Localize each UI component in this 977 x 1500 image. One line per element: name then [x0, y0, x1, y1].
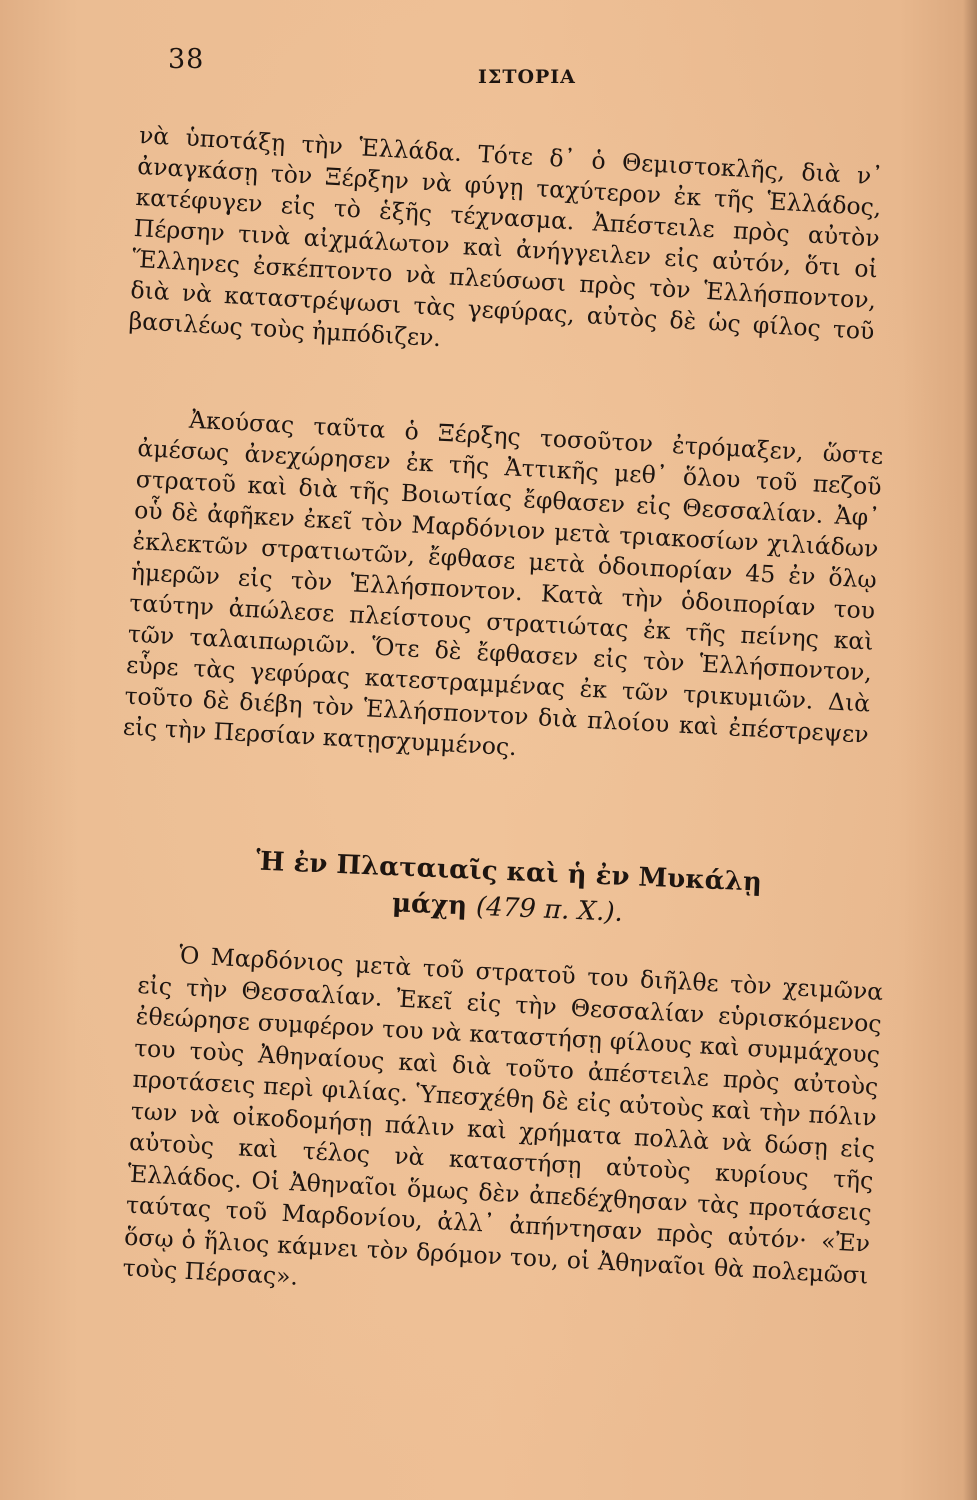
page-edge-shadow — [963, 0, 977, 1500]
section-heading — [217, 842, 800, 938]
section-heading-date: (479 π. Χ.). — [475, 891, 624, 928]
page-number: 38 — [168, 44, 205, 75]
section-heading-title: Ἡ ἐν Πλαταιαῖς καὶ ἡ ἐν Μυκάλῃ μάχη — [255, 846, 763, 922]
paragraph-mardonius: Ὁ Μαρδόνιος μετὰ τοῦ στρατοῦ του διῆλθε τὸν χειμῶνα εἰς τὴν Θεσσαλίαν. Ἐκεῖ εἰς τὴν Θεσσαλίαν εὑρισκόμενος ἐθεώρησε συμφέρον του νὰ καταστήσῃ φίλους καὶ συμμάχους του τοὺς Ἀθηναίους καὶ διὰ τοῦτο ἀπέστειλε πρὸς αὐτοὺς προτάσεις περὶ φιλίας. Ὑπεσχέθη δὲ εἰς αὐτοὺς καὶ τὴν πόλιν των νὰ οἰκοδομήσῃ πάλιν καὶ χρήματα πολλὰ νὰ δώσῃ εἰς αὐτοὺς καὶ τέλος νὰ καταστήσῃ αὐτοὺς κυρίους τῆς Ἑλλάδος. Οἱ Ἀθηναῖοι ὅμως δὲν ἀπεδέχθησαν τὰς προτάσεις ταύτας τοῦ Μαρδονίου, ἀλλ᾽ ἀπήντησαν πρὸς αὐτόν· «Ἐν ὅσῳ ὁ ἥλιος κάμνει τὸν δρόμον του, οἱ Ἀθηναῖοι θὰ πολεμῶσι τοὺς Πέρσας». — [121, 941, 884, 1291]
running-head: ΙΣΤΟΡΙΑ — [478, 66, 576, 88]
paragraph-xerxes-retreat: Ἀκούσας ταῦτα ὁ Ξέρξης τοσοῦτον ἐτρόμαξεν, ὥστε ἀμέσως ἀνεχώρησεν ἐκ τῆς Ἀττικῆς μεθ᾽ ὅλου τοῦ πεζοῦ στρατοῦ καὶ διὰ τῆς Βοιωτίας ἔφθασεν εἰς Θεσσαλίαν. Ἀφ᾽ οὗ δὲ ἀφῆκεν ἐκεῖ τὸν Μαρδόνιον μετὰ τριακοσίων χιλιάδων ἐκλεκτῶν στρατιωτῶν, ἔφθασε μετὰ ὁδοιπορίαν 45 ἐν ὅλῳ ἡμερῶν εἰς τὸν Ἑλλήσποντον. Κατὰ τὴν ὁδοιπορίαν του ταύτην ἀπώλεσε πλείστους στρατιώτας ἐκ τῆς πείνης καὶ τῶν ταλαιπωριῶν. Ὅτε δὲ ἔφθασεν εἰς τὸν Ἑλλήσποντον, εὗρε τὰς γεφύρας κατεστραμμένας ἐκ τῶν τρικυμιῶν. Διὰ τοῦτο δὲ διέβη τὸν Ἑλλήσποντον διὰ πλοίου καὶ ἐπέστρεψεν εἰς τὴν Περσίαν κατῃσχυμμένος. — [122, 405, 884, 762]
paragraph-themistocles: νὰ ὑποτάξῃ τὴν Ἑλλάδα. Τότε δ᾽ ὁ Θεμιστοκλῆς, διὰ ν᾽ ἀναγκάσῃ τὸν Ξέρξην νὰ φύγῃ ταχύτερον ἐκ τῆς Ἑλλάδος, κατέφυγεν εἰς τὸ ἑξῆς τέχνασμα. Ἀπέστειλε πρὸς αὐτὸν Πέρσην τινὰ αἰχμάλωτον καὶ ἀνήγγειλεν εἰς αὐτόν, ὅτι οἱ Ἕλληνες ἐσκέπτοντο νὰ πλεύσωσι πρὸς τὸν Ἑλλήσποντον, διὰ νὰ καταστρέψωσι τὰς γεφύρας, αὐτὸς δὲ ὡς φίλος τοῦ βασιλέως τοὺς ἠμπόδιζεν. — [127, 120, 884, 353]
